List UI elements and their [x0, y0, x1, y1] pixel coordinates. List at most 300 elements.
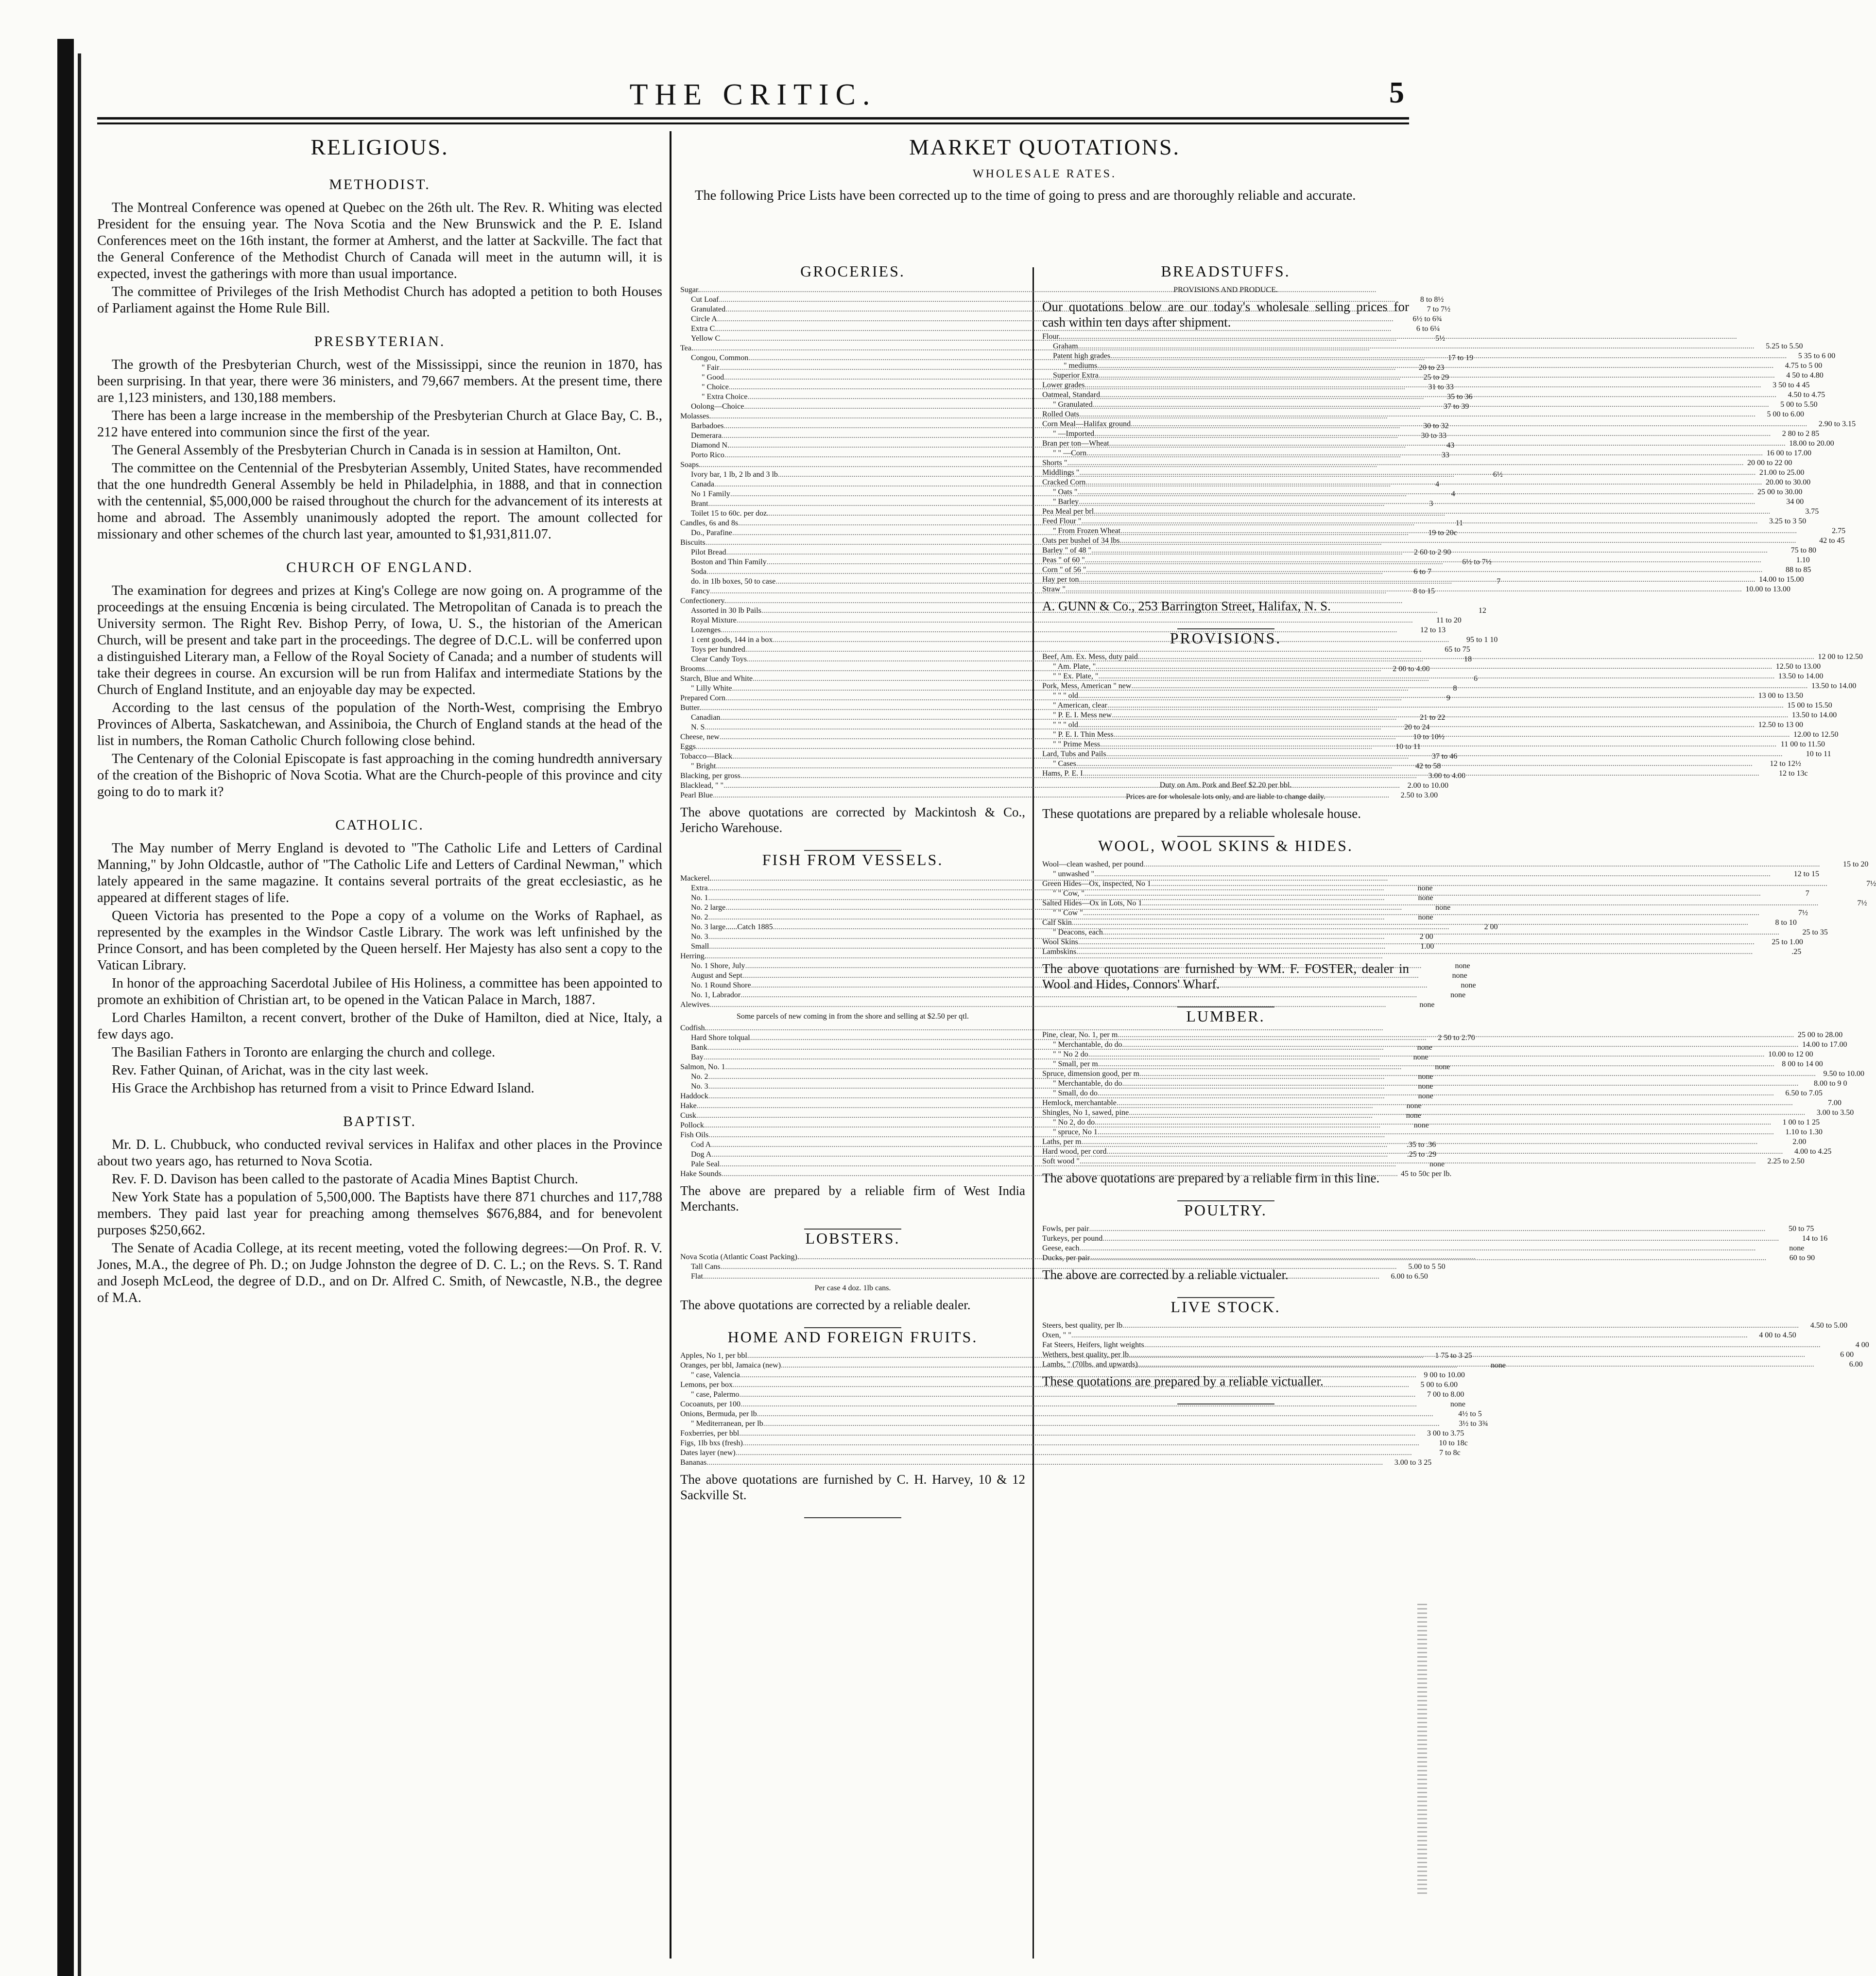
item-name: Pilot Bread [691, 548, 726, 556]
item-name: Straw " [1042, 585, 1066, 593]
item-name: Bank [691, 1043, 707, 1052]
item-price: 7½ [1866, 880, 1876, 888]
price-row [1042, 691, 1804, 701]
leader-dots [1098, 672, 1774, 681]
item-price: 12.00 to 12.50 [1793, 730, 1839, 739]
item-name: Toilet 15 to 60c. per doz. [691, 509, 769, 518]
religious-column [97, 131, 662, 1959]
item-name: Cut Loaf [691, 295, 719, 304]
leader-dots [1099, 371, 1775, 381]
article-paragraph: The May number of Merry England is devoted to "The Catholic Life and Letters of Cardinal Manning," by John Oldcastle, author of "The Catholic Life and Letters of Cardinal Newman," which lately appeared in the same magazine. It contains several portraits of the great ecclesiastic, as he appeared at different stages of life. [97, 841, 662, 905]
item-name: " " Ex. Plate, " [1053, 672, 1099, 680]
leader-dots [1131, 681, 1807, 691]
item-name: Boston and Thin Family [691, 558, 767, 566]
price-row [680, 509, 1025, 519]
item-name: " Small, per m [1053, 1060, 1098, 1068]
item-price: 11 [1455, 519, 1463, 527]
article-paragraph: Rev. Father Quinan, of Arichat, was in the city last week. [112, 1063, 429, 1078]
leader-dots [1118, 1030, 1794, 1040]
item-price: .35 to .36 [1406, 1141, 1436, 1149]
item-price: 4 00 [1855, 1341, 1869, 1349]
item-price: 7 00 to 8.00 [1427, 1390, 1464, 1399]
price-row [680, 952, 1025, 961]
item-name: Fowls, per pair [1042, 1225, 1089, 1233]
item-price: 15 00 to 15.50 [1787, 701, 1832, 710]
item-price: 3.75 [1805, 507, 1819, 516]
section-title: CHURCH OF ENGLAND. [286, 559, 473, 575]
item-price: 10 to 11 [1806, 750, 1831, 758]
masthead [97, 73, 1409, 120]
quote-source-note: The above quotations are prepared by a reliable firm in this line. [1042, 1171, 1380, 1185]
item-price: 33 [1441, 451, 1449, 459]
price-row [680, 295, 1444, 305]
leader-dots [1089, 1224, 1765, 1234]
item-name: " " Cow " [1053, 909, 1083, 917]
item-price: none [1455, 962, 1470, 970]
item-price: 2.25 to 2.50 [1767, 1157, 1805, 1165]
item-name: N. S [691, 723, 705, 731]
item-price: 3½ to 3¾ [1459, 1420, 1488, 1428]
price-row [680, 538, 1025, 548]
price-row [1042, 1234, 1828, 1244]
quote-source-note: The above quotations are furnished by WM. F. FOSTER, dealer in Wool and Hides, Connors' Wharf. [1042, 961, 1409, 991]
item-name: " Mediterranean, per lb [691, 1420, 763, 1428]
item-price: 5 00 to 5.50 [1780, 400, 1818, 409]
price-row [1042, 458, 1792, 468]
item-name: Extra [691, 884, 708, 892]
item-name: Fat Steers, Heifers, light weights [1042, 1341, 1144, 1349]
item-name: Pale Seal [691, 1160, 720, 1168]
masthead-rule [97, 122, 1409, 124]
table-title: PROVISIONS. [1170, 629, 1282, 647]
price-row [680, 1429, 1464, 1439]
item-name: Fish Oils [680, 1131, 709, 1139]
item-price: .25 to .29 [1407, 1150, 1437, 1159]
leader-dots [1106, 749, 1783, 759]
price-row [1042, 1127, 1823, 1137]
case-line: Per case 4 doz. 1lb cans. [814, 1284, 891, 1292]
item-price: 6.00 to 6.50 [1391, 1272, 1428, 1281]
table-title: LUMBER. [1186, 1007, 1265, 1025]
item-price: 43 [1446, 441, 1455, 450]
item-price: 2.75 [1832, 527, 1846, 535]
price-row [1042, 1331, 1796, 1340]
item-name: Codfish. [680, 1024, 707, 1032]
item-price: none [1406, 1111, 1421, 1120]
item-price: 4 [1451, 490, 1455, 498]
price-row [1042, 1340, 1869, 1350]
price-row [680, 1000, 1435, 1010]
item-name: Flour. [1042, 332, 1061, 341]
prices-note: Prices are for wholesale lots only, and are liable to change daily. [1126, 793, 1325, 801]
leader-dots [1138, 1360, 1814, 1369]
item-price: 6 00 [1840, 1351, 1854, 1359]
item-price: none [1413, 1121, 1429, 1129]
item-price: 16 00 to 17.00 [1766, 449, 1812, 457]
table-title: HOME AND FOREIGN FRUITS. [727, 1328, 978, 1346]
item-price: none [1461, 981, 1476, 989]
leader-dots [1088, 1050, 1765, 1059]
item-name: " " Prime Mess [1053, 740, 1101, 748]
duty-note: Duty on Am. Pork and Beef $2.20 per bbl. [1159, 781, 1292, 789]
leader-dots [1071, 1331, 1748, 1340]
item-price: 3 [1429, 500, 1433, 508]
leader-dots [1131, 419, 1807, 429]
price-row [680, 1439, 1468, 1448]
item-price: 35 to 36 [1447, 393, 1473, 401]
item-name: Hay per ton [1042, 575, 1079, 584]
item-name: Alewives [680, 1001, 710, 1009]
item-name: " Small, do do [1053, 1089, 1098, 1097]
item-name: Pine, clear, No. 1, per m [1042, 1031, 1118, 1039]
item-price: 12.50 to 13.00 [1775, 662, 1821, 671]
item-price: 5 35 to 6 00 [1798, 352, 1836, 360]
item-price: none [1450, 1400, 1465, 1408]
item-name: Apples, No 1, per bbl [680, 1352, 747, 1360]
quote-source-note: The above are prepared by a reliable firm of West India Merchants. [680, 1183, 1025, 1213]
religious-sections [97, 176, 662, 1306]
item-name: Wool Skins [1042, 938, 1078, 946]
item-name: Pollock [680, 1121, 704, 1129]
item-price: 14 to 16 [1802, 1234, 1828, 1243]
item-price: 4 00 to 4.50 [1759, 1331, 1796, 1339]
leader-dots [1078, 342, 1755, 351]
leader-dots [1103, 928, 1779, 937]
price-row [680, 412, 1025, 421]
leader-dots [1138, 652, 1814, 662]
item-price: 37 to 46 [1431, 752, 1458, 761]
leader-dots [1085, 381, 1761, 390]
article-paragraph: In honor of the approaching Sacerdotal Jubilee of His Holiness, a committee has been appointed to promote an exhibition of Christian art, to be opened in the Vatican Palace in March, 1887. [97, 976, 662, 1007]
item-name: Bay [691, 1053, 704, 1061]
item-name: Lambskins [1042, 948, 1077, 956]
item-name: No. 2 [691, 1073, 708, 1081]
item-name: Nova Scotia (Atlantic Coast Packing). [680, 1253, 799, 1261]
quote-source-note: The above quotations are corrected by a reliable dealer. [680, 1298, 971, 1312]
item-price: 14.00 to 15.00 [1759, 575, 1804, 584]
item-price: none [1418, 894, 1433, 902]
leader-dots [1122, 1321, 1799, 1331]
page-binding-edge [57, 39, 74, 1976]
item-name: Royal Mixture [691, 616, 737, 624]
quote-source-note: The above are corrected by a reliable victualer. [1042, 1267, 1289, 1282]
item-price: 3.00 to 3 25 [1394, 1458, 1432, 1467]
price-row [680, 285, 1025, 295]
leader-dots [1120, 526, 1797, 536]
item-name: " " No 2 do [1053, 1050, 1088, 1058]
leader-dots [1080, 1157, 1756, 1166]
leader-dots [1142, 899, 1818, 908]
item-price: 10 to 11 [1395, 743, 1421, 751]
leader-dots [1129, 1350, 1805, 1360]
leader-dots [1086, 449, 1763, 458]
article-paragraph: His Grace the Archbishop has returned from a visit to Prince Edward Island. [112, 1081, 534, 1096]
article-paragraph: The Basilian Fathers in Toronto are enlarging the church and college. [112, 1045, 496, 1060]
item-price: 5 00 to 6.00 [1420, 1381, 1458, 1389]
article-paragraph: The Centenary of the Colonial Episcopate is fast approaching in the coming hundredth anniversary of the creation of the Bishopric of Nova Scotia. What are the Church-people of this province and city going to do to mark it? [97, 751, 662, 799]
leader-dots [1061, 332, 1737, 342]
item-price: 20 to 24 [1404, 723, 1430, 731]
price-row [680, 1400, 1465, 1409]
item-name: Ducks, per pair [1042, 1254, 1090, 1262]
item-price: 2 00 [1484, 923, 1498, 931]
price-row [680, 1130, 1025, 1140]
item-name: Soaps. [680, 461, 701, 469]
item-name: Hemlock, merchantable [1042, 1099, 1117, 1107]
item-name: Cod A [691, 1141, 711, 1149]
item-price: 34 00 [1786, 498, 1804, 506]
item-name: Peas " of 60 " [1042, 556, 1085, 564]
item-name: Bananas [680, 1458, 707, 1467]
price-row [680, 990, 1466, 1000]
item-name: Toys per hundred [691, 645, 745, 654]
item-name: Blacking, per gross [680, 772, 740, 780]
leader-dots [1100, 390, 1776, 400]
leader-dots [1122, 1079, 1798, 1089]
item-name: Haddock [680, 1092, 708, 1100]
item-name: Do., Parafine [691, 529, 732, 537]
item-name: Salmon, No. 1 [680, 1063, 725, 1071]
item-price: 10 to 10½ [1413, 733, 1445, 741]
item-price: 11 00 to 11.50 [1780, 740, 1825, 748]
item-price: none [1429, 1160, 1445, 1168]
item-name: " —Imported [1053, 430, 1095, 438]
item-name: No. 3 large......Catch 1885 [691, 923, 773, 931]
item-name: Porto Rico [691, 451, 724, 459]
article-paragraph: Lord Charles Hamilton, a recent convert, brother of the Duke of Hamilton, died at Nice, Italy, a few days ago. [97, 1010, 662, 1042]
price-row [680, 1252, 1025, 1262]
item-price: 4.50 to 5.00 [1810, 1321, 1848, 1330]
item-name: Prepared Corn [680, 694, 725, 702]
item-name: Extra C [691, 325, 715, 333]
article-paragraph: The committee of Privileges of the Irish Methodist Church has adopted a petition to both Houses of Parliament against the Home Rule Bill. [97, 284, 662, 316]
item-price: 42 to 45 [1819, 537, 1845, 545]
leader-dots [1098, 1089, 1774, 1098]
leader-dots [1084, 889, 1761, 899]
leader-dots [1078, 691, 1755, 701]
article-paragraph: The growth of the Presbyterian Church, west of the Mississippi, since the reunion in 1870, has been surprising. In that year, there were 36 ministers, and 79,667 members. At the present time, there are 1,123 ministers, and 130,188 members. [97, 357, 662, 405]
leader-dots [1139, 1069, 1816, 1079]
price-row [680, 1370, 1465, 1380]
article-paragraph: Queen Victoria has presented to the Pope a copy of a volume on the Works of Raphael, as represented by the examples in the Windsor Castle Library. The work was left unfinished by the Prince Consort, and has been completed by the Queen herself. Her Majesty has also sent a copy to the Vatican Library. [97, 908, 662, 973]
item-price: 2 50 to 2.70 [1438, 1034, 1475, 1042]
item-price: 1.10 [1796, 556, 1810, 564]
price-row [1042, 1244, 1805, 1253]
price-row [1042, 701, 1832, 711]
item-price: 13.50 to 14.00 [1778, 672, 1824, 680]
item-name: No. 2 large [691, 903, 726, 912]
item-price: 1.00 [1420, 942, 1434, 951]
masthead-title: THE CRITIC. [629, 78, 877, 111]
item-name: Laths, per m [1042, 1138, 1082, 1146]
item-name: Foxberries, per bbl [680, 1429, 740, 1438]
item-price: 6½ to 7½ [1462, 558, 1492, 566]
item-name: " mediums [1064, 362, 1098, 370]
price-row [1042, 869, 1820, 879]
item-price: 42 to 58 [1415, 762, 1441, 770]
item-name: Dog A [691, 1150, 712, 1159]
item-name: " P. E. I. Thin Mess [1053, 730, 1114, 739]
item-price: 21.00 to 25.00 [1759, 468, 1805, 477]
item-name: Soft wood " [1042, 1157, 1080, 1165]
item-name: No 1 Family [691, 490, 730, 498]
item-price: 2 60 to 2 90 [1413, 548, 1451, 556]
item-price: 88 to 85 [1785, 566, 1811, 574]
price-row [680, 981, 1476, 990]
section-title: METHODIST. [329, 176, 430, 192]
leader-dots [1093, 400, 1769, 410]
item-price: 30 to 32 [1423, 422, 1449, 430]
leader-dots [1110, 351, 1787, 361]
item-price: none [1452, 971, 1467, 980]
item-name: " Fair [702, 364, 720, 372]
item-price: 13.50 to 14.00 [1791, 711, 1837, 719]
leader-dots [1113, 730, 1790, 740]
item-price: 8 to 15 [1413, 587, 1435, 595]
item-price: 7½ [1798, 909, 1808, 917]
item-name: Spruce, dimension good, per m [1042, 1070, 1139, 1078]
section-title: PRESBYTERIAN. [314, 333, 446, 349]
item-name: Graham [1053, 342, 1078, 350]
item-name: Pearl Blue [680, 791, 713, 799]
item-name: Shingles, No 1, sawed, pine [1042, 1109, 1129, 1117]
item-price: 4.75 to 5 00 [1785, 362, 1823, 370]
item-name: " Granulated [1053, 400, 1093, 409]
leader-dots [1067, 458, 1743, 468]
item-price: 7 [1497, 577, 1501, 586]
article-paragraph: The committee on the Centennial of the Presbyterian Assembly, United States, have recommended that the one hundredth General Assembly be held in Philadelphia, in 1888, and that in connection with the centennial, $5,000,000 be raised throughout the church for the advancement of its interests at home and abroad. The Assembly unanimously adopted the report. The amount collected for missionary and other schemes of the church last year, amounted to $1,931,811.07. [97, 461, 662, 542]
column-rule [670, 131, 671, 1959]
item-name: Oranges, per bbl, Jamaica (new) [680, 1361, 781, 1369]
scan-artifact [1417, 1604, 1427, 1895]
item-price: 7 [1805, 889, 1809, 898]
item-price: 2.90 to 3.15 [1818, 420, 1856, 428]
leader-dots [1096, 662, 1772, 672]
article-paragraph: There has been a large increase in the membership of the Presbyterian Church at Glace Bay, C. B., 212 have entered into communion since the first of the year. [97, 408, 662, 440]
item-name: Corn Meal—Halifax ground [1042, 420, 1131, 428]
item-price: none [1418, 1092, 1433, 1100]
item-price: 3.00 to 3.50 [1816, 1109, 1854, 1117]
item-name: Fancy [691, 587, 710, 595]
price-row [680, 344, 1025, 353]
item-name: " Bright [691, 762, 716, 770]
price-row [1042, 536, 1845, 546]
leader-dots [1072, 918, 1748, 928]
item-price: 9 [1446, 694, 1450, 702]
item-price: 13.50 to 14.00 [1811, 682, 1857, 690]
item-price: 7 to 8c [1439, 1449, 1461, 1457]
price-row [1042, 681, 1857, 691]
breadstuffs-subtitle: PROVISIONS AND PRODUCE. [1173, 286, 1278, 294]
leader-dots [1151, 879, 1827, 889]
item-name: Feed Flour " [1042, 517, 1082, 525]
item-price: 6½ to 6¾ [1412, 315, 1442, 323]
price-row [680, 961, 1470, 971]
item-name: Corn " of 56 " [1042, 566, 1086, 574]
item-price: 4.00 to 4.25 [1794, 1147, 1832, 1156]
item-price: 12 to 13c [1779, 769, 1808, 778]
item-price: 50 to 75 [1788, 1225, 1814, 1233]
item-price: 9 00 to 10.00 [1424, 1371, 1465, 1379]
religious-heading: RELIGIOUS. [310, 135, 449, 159]
item-name: Pork, Mess, American " new [1042, 682, 1132, 690]
section-title: BAPTIST. [343, 1113, 416, 1129]
item-price: .25 [1791, 948, 1802, 956]
item-price: none [1418, 1073, 1433, 1081]
item-name: Hams, P. E. I [1042, 769, 1083, 778]
item-price: 12 00 to 12.50 [1818, 653, 1863, 661]
item-price: none [1435, 903, 1451, 912]
item-name: Soda [691, 568, 706, 576]
item-price: 10.00 to 12 00 [1768, 1050, 1813, 1058]
item-price: none [1435, 1063, 1450, 1071]
price-row [680, 1419, 1488, 1429]
item-price: none [1490, 1361, 1506, 1369]
item-price: 5.25 to 5.50 [1766, 342, 1803, 350]
item-name: Lozenges [691, 626, 721, 634]
item-price: 25 to 29 [1423, 373, 1449, 381]
section-title: CATHOLIC. [335, 817, 424, 833]
item-name: Starch, Blue and White [680, 675, 753, 683]
item-name: Butter. [680, 704, 702, 712]
item-price: 20 00 to 22 00 [1747, 459, 1792, 467]
leader-dots [1098, 1127, 1774, 1137]
item-price: none [1419, 1001, 1435, 1009]
item-name: do. in 1lb boxes, 50 to case [691, 577, 776, 586]
item-name: " Choice [702, 383, 729, 391]
item-name: Small [691, 942, 709, 951]
leader-dots [1098, 1059, 1774, 1069]
item-price: 1.10 to 1.30 [1785, 1128, 1823, 1136]
price-row [680, 625, 1446, 635]
item-name: Hake Sounds [680, 1170, 722, 1178]
item-name: Yellow C [691, 334, 721, 343]
article-paragraph: New York State has a population of 5,500,000. The Baptists have there 871 churches and 117,788 members. They paid last year for preaching among themselves $676,884, and for benevolent purposes $250,662. [97, 1190, 662, 1238]
item-name: " American, clear [1053, 701, 1107, 710]
price-row [1042, 947, 1802, 957]
leader-dots [1117, 1098, 1793, 1108]
price-row [680, 1409, 1482, 1419]
leader-dots [1097, 361, 1773, 371]
item-price: 8 [1453, 684, 1457, 693]
price-row [1042, 342, 1803, 351]
item-price: 6 to 6¼ [1416, 325, 1440, 333]
item-price: 45 to 50c per lb. [1400, 1170, 1452, 1178]
item-name: Lambs, " (70lbs. and upwards) [1042, 1360, 1138, 1369]
item-name: Superior Extra [1053, 371, 1099, 380]
item-price: 7 to 7½ [1427, 305, 1451, 313]
leader-dots [1077, 487, 1754, 497]
item-price: 10.00 to 13.00 [1745, 585, 1790, 593]
table-title: GROCERIES. [800, 262, 905, 280]
item-price: 3 00 to 3.75 [1427, 1429, 1464, 1438]
item-name: Bran per ton—Wheat [1042, 439, 1109, 448]
item-price: 2.00 to 10.00 [1407, 781, 1449, 790]
item-name: Lower grades [1042, 381, 1085, 389]
item-name: " case, Palermo [691, 1390, 740, 1399]
quote-source-note: These quotations are prepared by a reliable victualler. [1042, 1374, 1324, 1388]
market-subheading: WHOLESALE RATES. [973, 168, 1117, 180]
price-row [1042, 672, 1824, 681]
item-name: Salted Hides—Ox in Lots, No 1 [1042, 899, 1142, 907]
item-name: " Oats " [1053, 488, 1078, 496]
article-paragraph: Mr. D. L. Chubbuck, who conducted revival services in Halifax and other places in the Province about two years ago, has returned to Nova Scotia. [97, 1137, 662, 1169]
item-name: Canada [691, 480, 714, 488]
item-name: Flat [691, 1272, 703, 1281]
item-price: 4 [1435, 480, 1439, 488]
item-price: none [1450, 991, 1466, 999]
item-price: 11 to 20 [1436, 616, 1462, 624]
